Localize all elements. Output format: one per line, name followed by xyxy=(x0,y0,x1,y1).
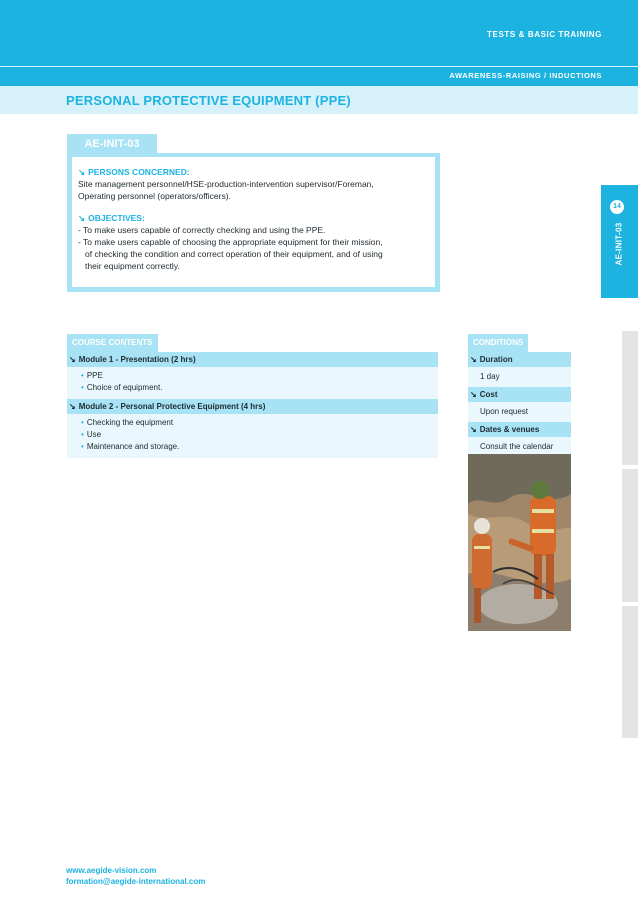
side-tab-code: AE-INIT-03 xyxy=(614,222,624,266)
arrow-down-right-icon: ↘ xyxy=(470,355,477,364)
side-index-bar-3 xyxy=(622,606,638,738)
persons-line: Site management personnel/HSE-production-intervention supervisor/Foreman, xyxy=(78,179,374,189)
objective-line: their equipment correctly. xyxy=(85,261,180,271)
side-index-bar-1 xyxy=(622,331,638,465)
condition-value: Consult the calendar xyxy=(468,437,571,457)
list-item: • Maintenance and storage. xyxy=(81,442,180,451)
module-header: ↘ Module 2 - Personal Protective Equipment (4 hrs) xyxy=(67,399,438,414)
bullet-icon: • xyxy=(81,371,84,380)
page-number: 14 xyxy=(610,200,624,214)
side-index-bar-2 xyxy=(622,469,638,602)
course-contents-label: COURSE CONTENTS xyxy=(67,334,158,352)
bullet-icon: • xyxy=(81,430,84,439)
condition-header: ↘ Dates & venues xyxy=(468,422,571,437)
website-link[interactable]: www.aegide-vision.com xyxy=(66,866,157,875)
subsection-label: AWARENESS-RAISING / INDUCTIONS xyxy=(449,71,602,80)
condition-value: 1 day xyxy=(468,367,571,387)
list-item: • Checking the equipment xyxy=(81,418,174,427)
course-info-content xyxy=(72,157,435,287)
bullet-icon: • xyxy=(81,383,84,392)
conditions xyxy=(468,352,571,457)
module-header: ↘ Module 1 - Presentation (2 hrs) xyxy=(67,352,438,367)
footer-contact xyxy=(66,865,205,887)
objective-line: - To make users capable of correctly checking and using the PPE. xyxy=(78,225,326,235)
arrow-down-right-icon: ↘ xyxy=(78,213,86,223)
module-body xyxy=(67,414,438,458)
course-code-tab: AE-INIT-03 xyxy=(67,134,157,154)
header-divider xyxy=(0,66,638,67)
objective-line: - To make users capable of choosing the appropriate equipment for their mission, xyxy=(78,237,383,247)
course-contents xyxy=(67,352,438,458)
condition-value: Upon request xyxy=(468,402,571,422)
list-item: • Use xyxy=(81,430,102,439)
page-title: PERSONAL PROTECTIVE EQUIPMENT (PPE) xyxy=(66,93,351,108)
arrow-down-right-icon: ↘ xyxy=(470,390,477,399)
conditions-label: CONDITIONS xyxy=(468,334,528,352)
list-item: • Choice of equipment. xyxy=(81,383,163,392)
condition-header: ↘ Duration xyxy=(468,352,571,367)
condition-header: ↘ Cost xyxy=(468,387,571,402)
module-body xyxy=(67,367,438,399)
persons-heading: ↘ PERSONS CONCERNED: xyxy=(78,167,190,177)
list-item: • PPE xyxy=(81,371,103,380)
objectives-heading: ↘ OBJECTIVES: xyxy=(78,213,145,223)
bullet-icon: • xyxy=(81,442,84,451)
email-link[interactable]: formation@aegide-international.com xyxy=(66,877,206,886)
arrow-down-right-icon: ↘ xyxy=(78,167,86,177)
course-info-box xyxy=(67,153,440,292)
section-label: TESTS & BASIC TRAINING xyxy=(487,30,602,39)
arrow-down-right-icon: ↘ xyxy=(69,355,76,364)
training-photo xyxy=(468,454,571,631)
persons-line: Operating personnel (operators/officers). xyxy=(78,191,231,201)
objective-line: of checking the condition and correct operation of their equipment, and of using xyxy=(85,249,383,259)
arrow-down-right-icon: ↘ xyxy=(69,402,76,411)
arrow-down-right-icon: ↘ xyxy=(470,425,477,434)
bullet-icon: • xyxy=(81,418,84,427)
